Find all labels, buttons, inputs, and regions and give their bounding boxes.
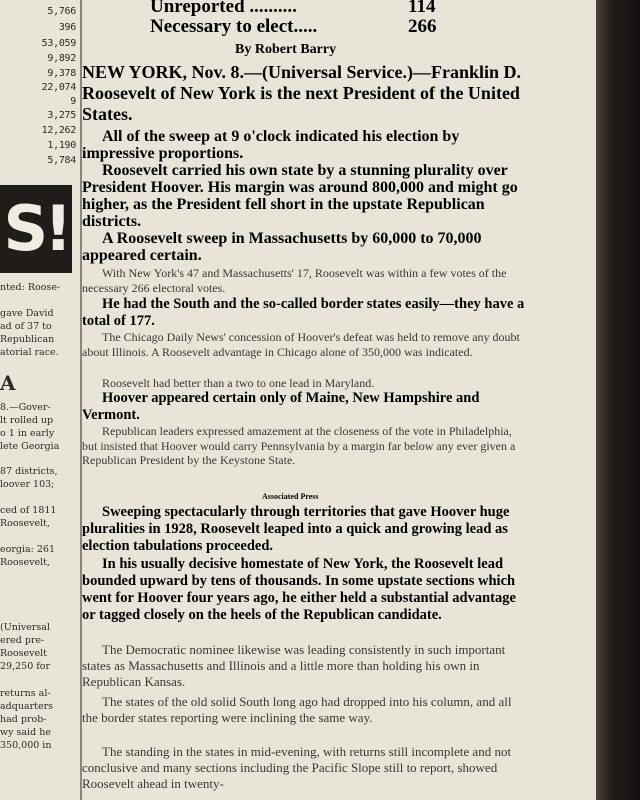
tally-row (150, 16, 437, 38)
snippet: Roosevelt, (0, 518, 50, 529)
snippet: had prob- (0, 714, 47, 725)
vote-number: 53,059 (41, 38, 76, 49)
snippet: Republican (0, 334, 55, 345)
snippet: o 1 in early (0, 428, 55, 439)
paragraph: Hoover appeared certain only of Maine, New Hampshire and Vermont. (82, 390, 480, 423)
snippet: A (0, 372, 16, 394)
vote-number: 5,784 (47, 155, 76, 166)
snippet: adquarters (0, 701, 54, 712)
paragraph: Republican leaders expressed amazement at the closeness of the vote in Philadelphia, but insisted that Hoover would carry Pennsylvania by a margin far below any ever given a Republican President by the Keystone State. (82, 424, 516, 467)
snippet: Roosevelt, (0, 557, 50, 568)
paragraph: Sweeping spectacularly through territories that gave Hoover huge pluralities in 1928, Roosevelt leaped into a quick and growing lead as election tabulations proceeded. (82, 504, 510, 554)
vote-number: 9,892 (47, 53, 76, 64)
paragraph: The Chicago Daily News' concession of Hoover's defeat was held to remove any doubt about Illinois. A Roosevelt advantage in Chicago alone of 350,000 was indicated. (82, 330, 520, 359)
headline-fragment: S! (0, 185, 72, 273)
byline: By Robert Barry (235, 42, 337, 57)
paragraph: A Roosevelt sweep in Massachusetts by 60,000 to 70,000 appeared certain. (82, 230, 482, 264)
snippet: eorgia: 261 (0, 544, 56, 555)
paragraph: He had the South and the so-called border states easily—they have a total of 177. (82, 296, 525, 329)
snippet: atorial race. (0, 347, 59, 358)
snippet: wy said he (0, 727, 51, 738)
paragraph: Roosevelt carried his own state by a stunning plurality over President Hoover. His margin was around 800,000 and might go higher, as the President fell short in the upstate Republican districts. (82, 162, 518, 230)
snippet: nted: Roose- (0, 282, 61, 293)
vote-number: 396 (58, 22, 76, 33)
page-edge-shadow (596, 0, 640, 800)
vote-number: 1,190 (47, 140, 76, 151)
snippet: loover 103; (0, 479, 55, 490)
paragraph: All of the sweep at 9 o'clock indicated his election by impressive proportions. (82, 128, 460, 162)
vote-number: 5,766 (47, 6, 76, 17)
snippet: Roosevelt (0, 648, 47, 659)
snippet: 350,000 in (0, 740, 52, 751)
vote-number: 22,074 (41, 82, 76, 93)
paragraph: In his usually decisive homestate of New York, the Roosevelt lead bounded upward by tens of thousands. In some upstate sections which went for Hoover four years ago, he either held a substantial advantage or tagged closely on the heels of the Republican candidate. (82, 556, 516, 623)
lead-paragraph: NEW YORK, Nov. 8.—(Universal Service.)—Franklin D. Roosevelt of New York is the next President of the United States. (82, 62, 521, 124)
vote-number: 9,378 (47, 68, 76, 79)
snippet: 87 districts, (0, 466, 58, 477)
vote-number: 12,262 (41, 125, 76, 136)
tally-value: 266 (408, 16, 437, 37)
vote-number: 9 (70, 96, 76, 107)
snippet: (Universal (0, 622, 50, 633)
left-column (0, 0, 78, 800)
snippet: 8.—Gover- (0, 402, 51, 413)
paragraph: The standing in the states in mid-evening, with returns still incomplete and not conclusive and many sections including the Pacific Slope still to report, showed Roosevelt ahead in twenty- (82, 744, 512, 791)
snippet: returns al- (0, 688, 51, 699)
snippet: ad of 37 to (0, 321, 52, 332)
snippet: lete Georgia (0, 441, 60, 452)
snippet: lt rolled up (0, 415, 54, 426)
tally-label: Unreported .......... (150, 0, 297, 17)
snippet: ered pre- (0, 635, 45, 646)
vote-number: 3,275 (47, 110, 76, 121)
snippet: ced of 1811 (0, 505, 57, 516)
paragraph: The Democratic nominee likewise was leading consistently in such important states as Massachusetts and Illinois and a little more than holding his own in Republican Kansas. (82, 642, 506, 689)
paragraph: Roosevelt had better than a two to one lead in Maryland. (102, 376, 375, 390)
tally-value: 114 (408, 0, 436, 17)
paragraph: The states of the old solid South long ago had dropped into his column, and all the border states reporting were inclining the same way. (82, 694, 512, 725)
snippet: gave David (0, 308, 54, 319)
wire-credit: Associated Press (262, 492, 319, 501)
tally-label: Necessary to elect..... (150, 16, 318, 37)
paragraph: With New York's 47 and Massachusetts' 17, Roosevelt was within a few votes of the necessary 266 electoral votes. (82, 266, 507, 295)
snippet: 29,250 for (0, 661, 51, 672)
